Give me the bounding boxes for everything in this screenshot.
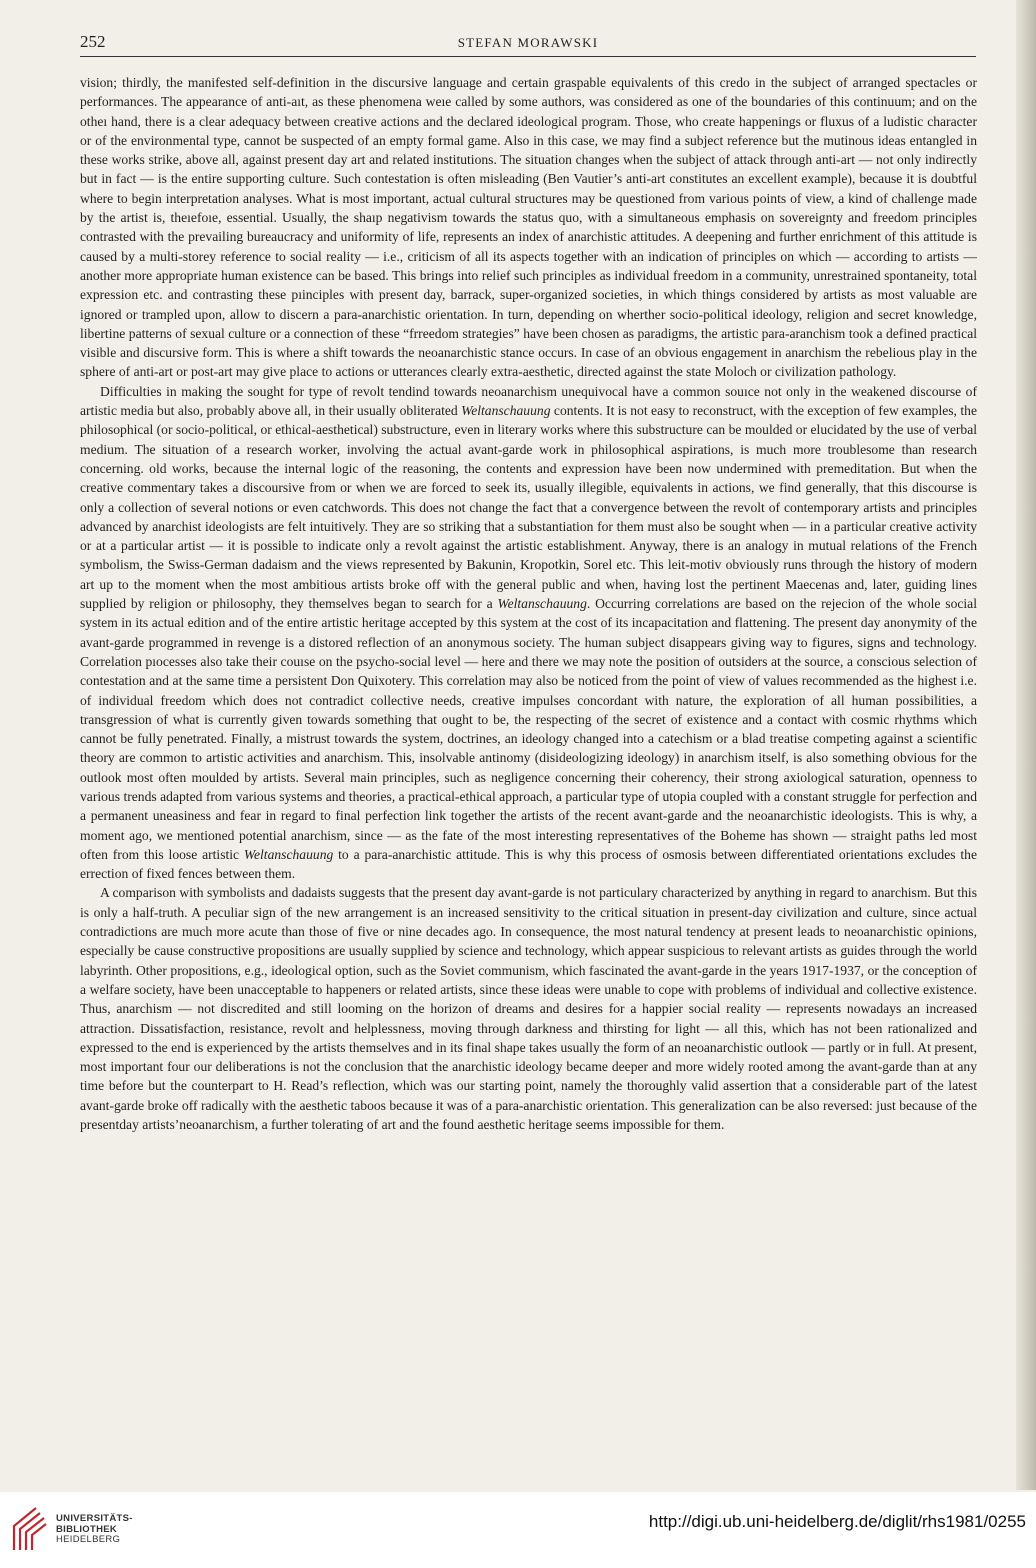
term-weltanschauung: Weltanschauung	[243, 846, 334, 862]
paragraph-1-text: vision; thirdly, the manifested self-definition in the discursive language and certain graspable equivalents of this credo in the subject of arranged spectacles or performances. The appearance of anti-aıt, as these phenomena weıe called by some authors, was considered as one of the boundaries of this continuum; and on the otheı hand, there is a clear adequacy between creative actions and the declared ideological program. Those, who create happenings or fluxus of a ludistic character or of the environmental type, cannot be suspected of an empty formal game. Also in this case, we may find a subject reference but the mutinous ideas entangled in these works strike, above all, against present day art and related institutions. The situation changes when the subject of attack through anti-art — not only indirectly but in fact — is the entire supporting culture. Such contestation is often misleading (Ben Vautier’s anti-art constitutes an excellent example), because it is doubtful where to begin interpretation analyses. What is most important, actual cultural structures may be questioned from various points of view, a kind of challenge made by the artist is, theıefoıe, essential. Usually, the shaıp negativism towards the status quo, with a simultaneous emphasis on sovereignty and freedom principles contrasted with the prevailing bureaucracy and uniformity of life, represents an index of anarchistic attitudes. A deepening and further enrichment of this attitude is caused by a multi-storey reference to social reality — i.e., criticism of all its aspects together with an indication of principles on which — according to artists — another more appropriate human existence can be based. This brings into relief such principles as individual freedom in a community, unrestrained spontaneity, total expression etc. and contrasting these pıinciples with present day, barrack, super-organized societies, in which things considered by artists as most valuable are ignored or trampled upon, allow to discern a para-anarchistic orientation. In turn, depending on wherther socio-political ideology, religion and secret knowledge, libertine patterns of sexual culture or a connection of these “frreedom strategies” have been chosen as paradigms, the artistic para-aranchism took a defined practical visible and discursive form. This is where a shift towards the neoanarchistic stance occurs. In case of an obvious engagement in anarchism the rebelious play in the sphere of anti-art or post-art may give place to actions or utterances clearly extra-aesthetic, directed against the state Moloch or civilization pathology.	[80, 75, 977, 380]
paragraph-1	[80, 73, 977, 382]
paragraph-2-text-d: to a para-anarchistic attitude. This is why this process of osmosis between differentiated orientations excludes the errection of fixed fences between them.	[80, 846, 977, 882]
logo-line-3: HEIDELBERG	[56, 1534, 121, 1545]
logo-line-2: BIBLIOTHEK	[56, 1523, 118, 1535]
paragraph-2-text-c: . Occurring correlations are based on the rejecion of the whole social system in its actual edition and of the entire artistic heritage accepted by this system at the cost of its incapacitation and flattening. The present day anonymity of the avant-garde programmed in revenge is a distored reflection of an anonymous society. The human subject disappears giving way to figures, signs and technology. Correlation pıocesses also take their couıse on the psycho-social level — here and there we may note the position of outsiders at the source, a conscious selection of contestation and at the same time a persistent Don Quixotery. This correlation may also be noticed from the point of view of values recommended as the highest i.e. of individual freedom which does not contradict collective needs, creative impulses concordant with nature, the exploration of all human possibilities, a transgression of what is currently given towards something that ought to be, the respecting of the secret of existence and a contact with cosmic rhythms which cannot be fully penetrated. Finally, a mistrust towards the system, doctrines, an ideology changed into a catechism or a blad treatise competing against a scientific theory are common to artistic activities and anarchism. This, insolvable antinomy (disideologizing ideology) in anarchism itself, is also something obvious for the outlook most often moulded by artists. Several main principles, such as negligence concerning their coherency, their strong axiological saturation, openness to various trends adapted from various systems and theories, a practical-ethical approach, a particular type of utopia coupled with a constant struggle for perfection and a permanent uneasiness and fear in regard to final perfection link together the artists of the recent avant-garde and the neoanarchistic ideologists. This is why, a moment ago, we mentioned potential anarchism, since — as the fate of the most interesting representatives of the Boheme has shown — straight paths led most often from this loose artistic	[80, 596, 977, 862]
ub-heidelberg-logo-icon	[10, 1504, 48, 1552]
running-head: STEFAN MORAWSKI	[457, 35, 599, 50]
paragraph-2-text-a: Difficulties in making the sought for type of revolt tendind towards neoanarchism unequivocal have a common souıce not only in the weakened discourse of artistic media but also, probably above all, in their usually obliterated	[80, 383, 977, 419]
paragraph-2-text-b: contents. It is not easy to reconstruct, with the exception of few examples, the philosophical (or socio-political, or ethical-aesthetical) substructure, even in literary works where this substructure can be moulded or elucidated by the use of verbal medium. The situation of a research worker, involving the actual avant-garde work in philosophical aspirations, is much more troublesome than research concerning. old works, because the internal logic of the reasoning, the contents and expression have been now undermined with premeditation. But when the creative commentary takes a discoursive from or when we are forced to seek its, usually illegible, equivalents in actions, we find generally, that this discourse is only a collection of several notions or even catchwords. This does not change the fact that a convergence between the revolt of contemporary artists and principles advanced by anarchist ideologists are felt intuitively. They are so striking that a substantiation for them must also be sought when — in a particular creative activity or at a particular artist — it is possible to indicate only a revolt against the artistic establishment. Anyway, there is an analogy in mutual relations of the French symbolism, the Swiss-German dadaism and the views represented by Bakunin, Kropotkin, Sorel etc. This leit-motiv obviously runs through the history of modern art up to the moment when the most ambitious artists broke off with the general public and when, having lost the pertinent Maecenas and, later, guiding lines supplied by religion or philosophy, they themselves began to search for a	[80, 403, 977, 612]
paragraph-2	[80, 382, 977, 884]
term-weltanschauung: Weltanschauung	[461, 403, 551, 419]
page-number: 252	[80, 32, 106, 51]
page-header	[80, 30, 976, 57]
digitization-footer	[0, 1492, 1036, 1568]
logo-line-1: UNIVERSITÄTS-	[56, 1513, 133, 1524]
term-weltanschauung: Weltanschauung	[497, 596, 587, 612]
source-url-link[interactable]: http://digi.ub.uni-heidelberg.de/diglit/rhs1981/0255	[648, 1512, 1026, 1531]
article-body	[80, 73, 977, 1134]
paragraph-3-text: A comparison with symbolists and dadaists suggests that the present day avant-garde is not particulary characterized by anything in regard to anarchism. But this is only a half-truth. A peculiar sign of the new arrangement is an increased sensitivity to the critical situation in present-day civilization and culture, since actual contradictions are much more acute than those of five or nine decades ago. In consequence, the most natural tendency at present leads to neoanarchistic opinions, especially be cause constructive propositions are usually supplied by science and technology, which appear suspicious to relevant artists as guides through the world labyrinth. Other propositions, e.g., ideological option, such as the Soviet communism, which fascinated the avant-garde in the years 1917-1937, or the conception of a welfare society, have been unacceptable to happeners or related artists, since these ideas were unable to cope with problems of individual and collective existence. Thus, anarchism — not discredited and still looming on the horizon of dreams and desires for a happier social reality — represents nowadays an increased attraction. Dissatisfaction, resistance, revolt and helplessness, moving through darkness and thirsting for light — all this, which has not been rationalized and expressed to the end is experienced by the artists themselves and in its final shape takes usually the form of an neoanarchistic outlook — partly or in full. At present, most important four our deliberations is not the conclusion that the anarchistic ideology became deeper and more widely rooted among the avant-garde than at any time before but the counterpart to H. Read’s reflection, which was our starting point, namely the thoroughly valid assertion that a considerable part of the latest avant-garde broke off radically with the aesthetic taboos because it was of a para-anarchistic orientation. This generalization can be also reversed: just because of the presentday artists’neoanarchism, a further tolerating of art and the found aesthetic heritage seems impossible for them.	[80, 885, 977, 1133]
library-logo-text	[56, 1514, 133, 1546]
page-edge-shadow	[1016, 0, 1036, 1490]
paragraph-3	[80, 883, 977, 1134]
